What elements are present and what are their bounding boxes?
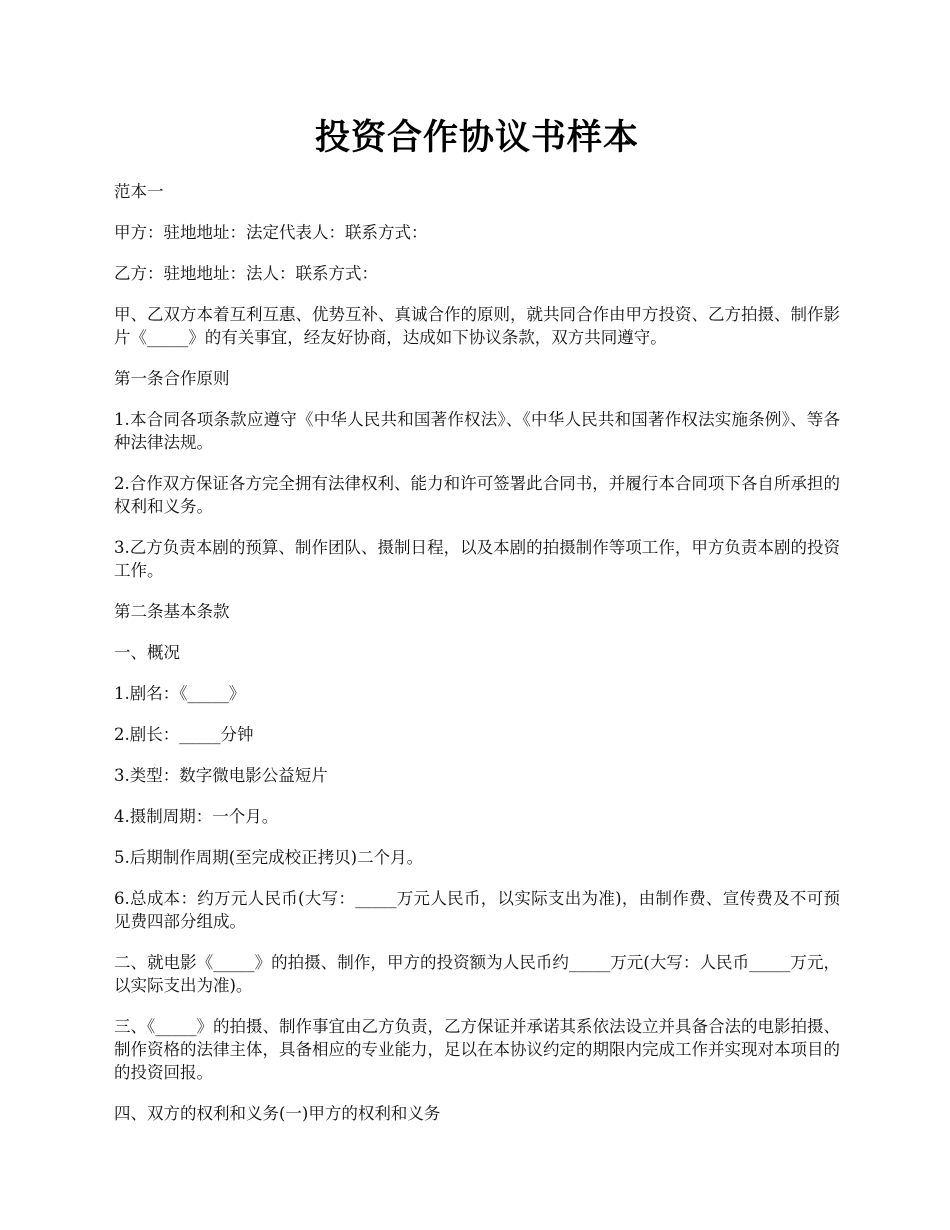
paragraph-party-a: 甲方：驻地地址：法定代表人：联系方式： [114, 223, 428, 242]
paragraph-article-1-item-2: 2.合作双方保证各方完全拥有法律权利、能力和许可签署此合同书，并履行本合同项下各自所承担的权利和义务。 [114, 474, 840, 516]
paragraph-article-2-heading: 第二条基本条款 [114, 602, 230, 621]
paragraph-article-1-heading: 第一条合作原则 [114, 369, 230, 388]
document-page [114, 0, 840, 1125]
document-title: 投资合作协议书样本 [314, 117, 639, 158]
paragraph-overview-heading: 一、概况 [114, 643, 180, 662]
paragraph-investment-amount: 二、就电影《_____》的拍摄、制作，甲方的投资额为人民币约_____万元(大写：人民币_____万元，以实际支出为准)。 [114, 953, 840, 995]
paragraph-production-responsibility: 三、《_____》的拍摄、制作事宜由乙方负责，乙方保证并承诺其系依法设立并具备合法的电影拍摄、制作资格的法律主体，具备相应的专业能力，足以在本协议约定的期限内完成工作并实现对本项目的的投资回报。 [114, 1017, 840, 1082]
paragraph-preamble: 甲、乙双方本着互利互惠、优势互补、真诚合作的原则，就共同合作由甲方投资、乙方拍摄、制作影片《_____》的有关事宜，经友好协商，达成如下协议条款，双方共同遵守。 [114, 305, 840, 347]
paragraph-article-1-item-3: 3.乙方负责本剧的预算、制作团队、摄制日程，以及本剧的拍摄制作等项工作，甲方负责本剧的投资工作。 [114, 538, 840, 580]
paragraph-title-field: 1.剧名：《_____》 [114, 684, 246, 703]
paragraph-template-label: 范本一 [114, 182, 164, 201]
paragraph-article-1-item-1: 1.本合同各项条款应遵守《中华人民共和国著作权法》、《中华人民共和国著作权法实施条例》、等各种法律法规。 [114, 410, 840, 452]
paragraph-rights-obligations-heading: 四、双方的权利和义务(一)甲方的权利和义务 [114, 1104, 441, 1123]
paragraph-party-b: 乙方：驻地地址：法人：联系方式： [114, 264, 378, 283]
paragraph-length-field: 2.剧长：_____分钟 [114, 725, 254, 744]
paragraph-total-cost: 6.总成本：约万元人民币(大写：_____万元人民币，以实际支出为准)，由制作费、宣传费及不可预见费四部分组成。 [114, 889, 840, 931]
paragraph-post-production: 5.后期制作周期(至完成校正拷贝)二个月。 [114, 848, 424, 867]
paragraph-type-field: 3.类型：数字微电影公益短片 [114, 766, 328, 785]
paragraph-shooting-period: 4.摄制周期：一个月。 [114, 807, 279, 826]
